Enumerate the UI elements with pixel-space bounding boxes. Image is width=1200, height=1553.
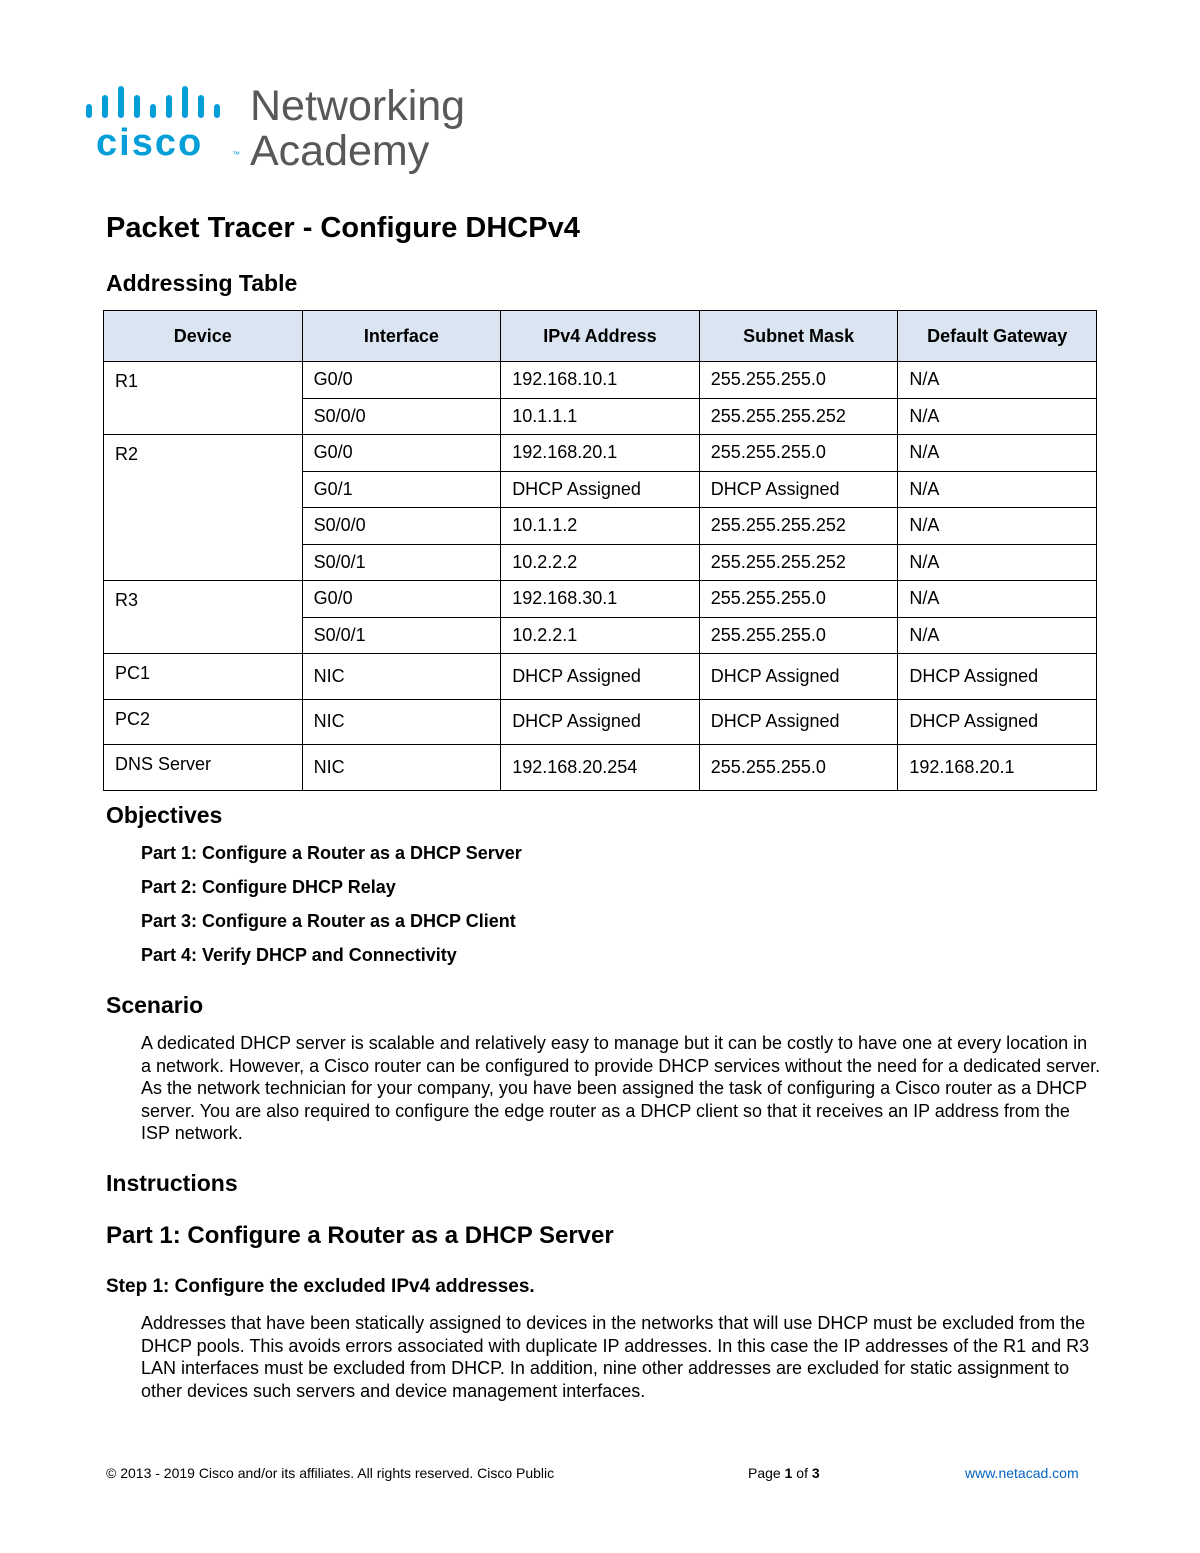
cell-gateway: N/A xyxy=(898,617,1097,654)
table-header-row xyxy=(104,311,1097,362)
col-header-gateway: Default Gateway xyxy=(898,311,1097,362)
cell-ipv4: 192.168.20.1 xyxy=(501,435,700,472)
logo-line-academy: Academy xyxy=(250,127,430,175)
cell-interface: G0/0 xyxy=(302,435,501,472)
cell-gateway: N/A xyxy=(898,544,1097,581)
cell-subnet: 255.255.255.0 xyxy=(699,581,898,618)
page-label: Page xyxy=(748,1465,781,1481)
cell-ipv4: 10.1.1.2 xyxy=(501,508,700,545)
networking-academy-text xyxy=(250,84,465,174)
cisco-networking-academy-logo xyxy=(84,82,484,186)
cell-subnet: DHCP Assigned xyxy=(699,471,898,508)
cisco-bars-icon xyxy=(84,86,234,126)
cell-gateway: N/A xyxy=(898,471,1097,508)
cell-interface: G0/0 xyxy=(302,362,501,399)
cell-subnet: 255.255.255.0 xyxy=(699,617,898,654)
col-header-interface: Interface xyxy=(302,311,501,362)
objective-item: Part 4: Verify DHCP and Connectivity xyxy=(141,945,457,965)
page-title: Packet Tracer - Configure DHCPv4 xyxy=(106,212,580,244)
cell-ipv4: 10.2.2.2 xyxy=(501,544,700,581)
cell-interface: NIC xyxy=(302,654,501,700)
table-row xyxy=(104,745,1097,791)
cell-gateway: DHCP Assigned xyxy=(898,654,1097,700)
footer-page-number xyxy=(748,1465,820,1481)
cell-interface: S0/0/0 xyxy=(302,398,501,435)
page-current: 1 xyxy=(784,1465,793,1481)
cell-device: PC1 xyxy=(104,654,303,700)
cell-ipv4: DHCP Assigned xyxy=(501,654,700,700)
cell-gateway: N/A xyxy=(898,581,1097,618)
cell-gateway: 192.168.20.1 xyxy=(898,745,1097,791)
cell-interface: G0/0 xyxy=(302,581,501,618)
cell-subnet: 255.255.255.252 xyxy=(699,398,898,435)
trademark-symbol: ™ xyxy=(232,150,240,159)
addressing-table-heading: Addressing Table xyxy=(106,270,298,296)
cell-device: DNS Server xyxy=(104,745,303,791)
cell-subnet: 255.255.255.0 xyxy=(699,745,898,791)
cell-subnet: 255.255.255.252 xyxy=(699,508,898,545)
footer-website[interactable] xyxy=(965,1465,1079,1481)
cell-device: R3 xyxy=(104,581,303,654)
cell-gateway: N/A xyxy=(898,362,1097,399)
page-total: 3 xyxy=(811,1465,820,1481)
objectives-heading: Objectives xyxy=(106,802,223,828)
addressing-table xyxy=(103,310,1097,791)
cell-ipv4: 192.168.20.254 xyxy=(501,745,700,791)
page-of: of xyxy=(796,1465,808,1481)
cell-ipv4: 10.2.2.1 xyxy=(501,617,700,654)
cell-gateway: N/A xyxy=(898,435,1097,472)
cell-ipv4: 192.168.10.1 xyxy=(501,362,700,399)
cell-gateway: DHCP Assigned xyxy=(898,699,1097,745)
table-row xyxy=(104,581,1097,618)
cell-subnet: 255.255.255.252 xyxy=(699,544,898,581)
cell-subnet: 255.255.255.0 xyxy=(699,362,898,399)
col-header-device: Device xyxy=(104,311,303,362)
step1-heading: Step 1: Configure the excluded IPv4 addresses. xyxy=(106,1276,535,1297)
objective-item: Part 1: Configure a Router as a DHCP Server xyxy=(141,843,522,863)
cell-subnet: DHCP Assigned xyxy=(699,699,898,745)
cell-device: R2 xyxy=(104,435,303,581)
cell-ipv4: 10.1.1.1 xyxy=(501,398,700,435)
table-row xyxy=(104,435,1097,472)
cell-interface: G0/1 xyxy=(302,471,501,508)
table-row xyxy=(104,699,1097,745)
cell-interface: S0/0/1 xyxy=(302,544,501,581)
instructions-heading: Instructions xyxy=(106,1170,238,1196)
cell-interface: NIC xyxy=(302,699,501,745)
logo-line-networking: Networking xyxy=(250,82,466,130)
cell-interface: S0/0/1 xyxy=(302,617,501,654)
table-row xyxy=(104,654,1097,700)
cisco-wordmark: cisco xyxy=(96,122,204,164)
objective-item: Part 2: Configure DHCP Relay xyxy=(141,877,396,897)
part1-heading: Part 1: Configure a Router as a DHCP Server xyxy=(106,1222,614,1249)
scenario-text: A dedicated DHCP server is scalable and relatively easy to manage but it can be costly to have one at every location in a network. However, a Cisco router can be configured to provide DHCP services without the need for a dedicated server. As the network technician for your company, you have been assigned the task of configuring a Cisco router as a DHCP server. You are also required to configure the edge router as a DHCP client so that it receives an IP address from the ISP network. xyxy=(141,1033,1101,1144)
cell-ipv4: DHCP Assigned xyxy=(501,471,700,508)
cell-subnet: 255.255.255.0 xyxy=(699,435,898,472)
cell-subnet: DHCP Assigned xyxy=(699,654,898,700)
cell-device: R1 xyxy=(104,362,303,435)
cell-interface: NIC xyxy=(302,745,501,791)
col-header-ipv4: IPv4 Address xyxy=(501,311,700,362)
cell-interface: S0/0/0 xyxy=(302,508,501,545)
website-link[interactable]: www.netacad.com xyxy=(965,1465,1079,1481)
addressing-table-body xyxy=(104,362,1097,791)
cell-gateway: N/A xyxy=(898,398,1097,435)
table-row xyxy=(104,362,1097,399)
cell-ipv4: DHCP Assigned xyxy=(501,699,700,745)
cell-ipv4: 192.168.30.1 xyxy=(501,581,700,618)
footer-copyright: © 2013 - 2019 Cisco and/or its affiliates. All rights reserved. Cisco Public xyxy=(106,1465,555,1481)
objective-item: Part 3: Configure a Router as a DHCP Client xyxy=(141,911,516,931)
scenario-heading: Scenario xyxy=(106,992,204,1018)
col-header-subnet: Subnet Mask xyxy=(699,311,898,362)
step1-text: Addresses that have been statically assigned to devices in the networks that will use DHCP must be excluded from the DHCP pools. This avoids errors associated with duplicate IP addresses. In this case the IP addresses of the R1 and R3 LAN interfaces must be excluded from DHCP. In addition, nine other addresses are excluded for static assignment to other devices such servers and device management interfaces. xyxy=(141,1313,1090,1401)
cell-gateway: N/A xyxy=(898,508,1097,545)
cell-device: PC2 xyxy=(104,699,303,745)
